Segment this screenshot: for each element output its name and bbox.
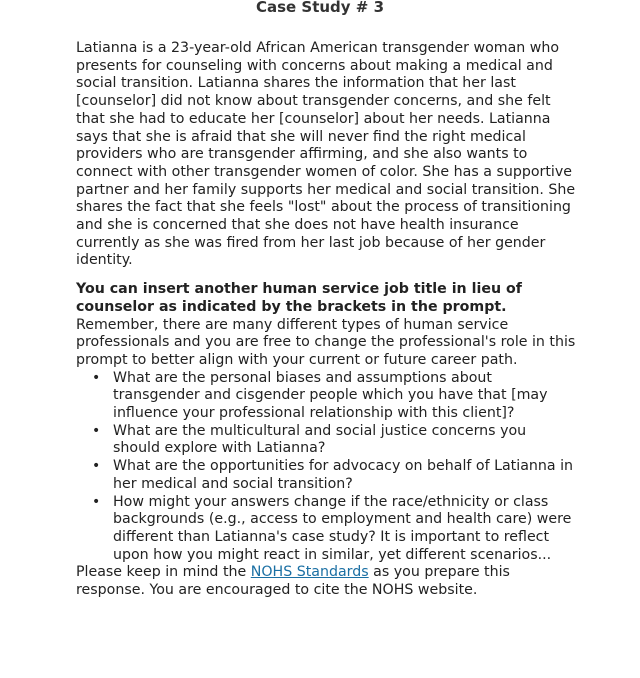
nohs-standards-link[interactable]: NOHS Standards <box>250 564 369 581</box>
question-item: • What are the multicultural and social justice concerns you should explore with Latianna? <box>113 423 576 458</box>
question-item: • What are the opportunities for advocacy on behalf of Latianna in her medical and social transition? <box>113 458 576 493</box>
instruction-text: Remember, there are many different types of human service professionals and you are free to change the professional's role in this prompt to better align with your current or future career path. <box>76 316 576 368</box>
question-list <box>76 370 576 565</box>
question-item: • How might your answers change if the race/ethnicity or class backgrounds (e.g., access to employment and health care) were different than Latianna's case study? It is important to reflect upon how you might react in similar, yet different scenarios... <box>113 494 576 565</box>
question-item: • What are the personal biases and assumptions about transgender and cisgender people which you have that [may influence your professional relationship with this client]? <box>113 370 576 423</box>
footer-text-before: Please keep in mind the <box>76 564 251 581</box>
footer-paragraph <box>76 564 576 599</box>
page-title: Case Study # 3 <box>255 0 385 16</box>
footer-text-after: as you prepare this response. You are encouraged to cite the NOHS website. <box>76 564 510 599</box>
case-study-content <box>76 40 576 600</box>
instruction-bold-text: You can insert another human service job title in lieu of counselor as indicated by the brackets in the prompt. <box>76 281 522 315</box>
instruction-paragraph <box>76 281 576 370</box>
intro-paragraph: Latianna is a 23-year-old African American transgender woman who presents for counseling with concerns about making a medical and social transition. Latianna shares the information that her last [counselor] did not know about transgender concerns, and she felt that she had to educate her [counselor] about her needs. Latianna says that she is afraid that she will never find the right medical providers who are transgender affirming, and she also wants to connect with other transgender women of color. She has a supportive partner and her family supports her medical and social transition. She shares the fact that she feels "lost" about the process of transitioning and she is concerned that she does not have health insurance currently as she was fired from her last job because of her gender identity. <box>76 40 576 269</box>
